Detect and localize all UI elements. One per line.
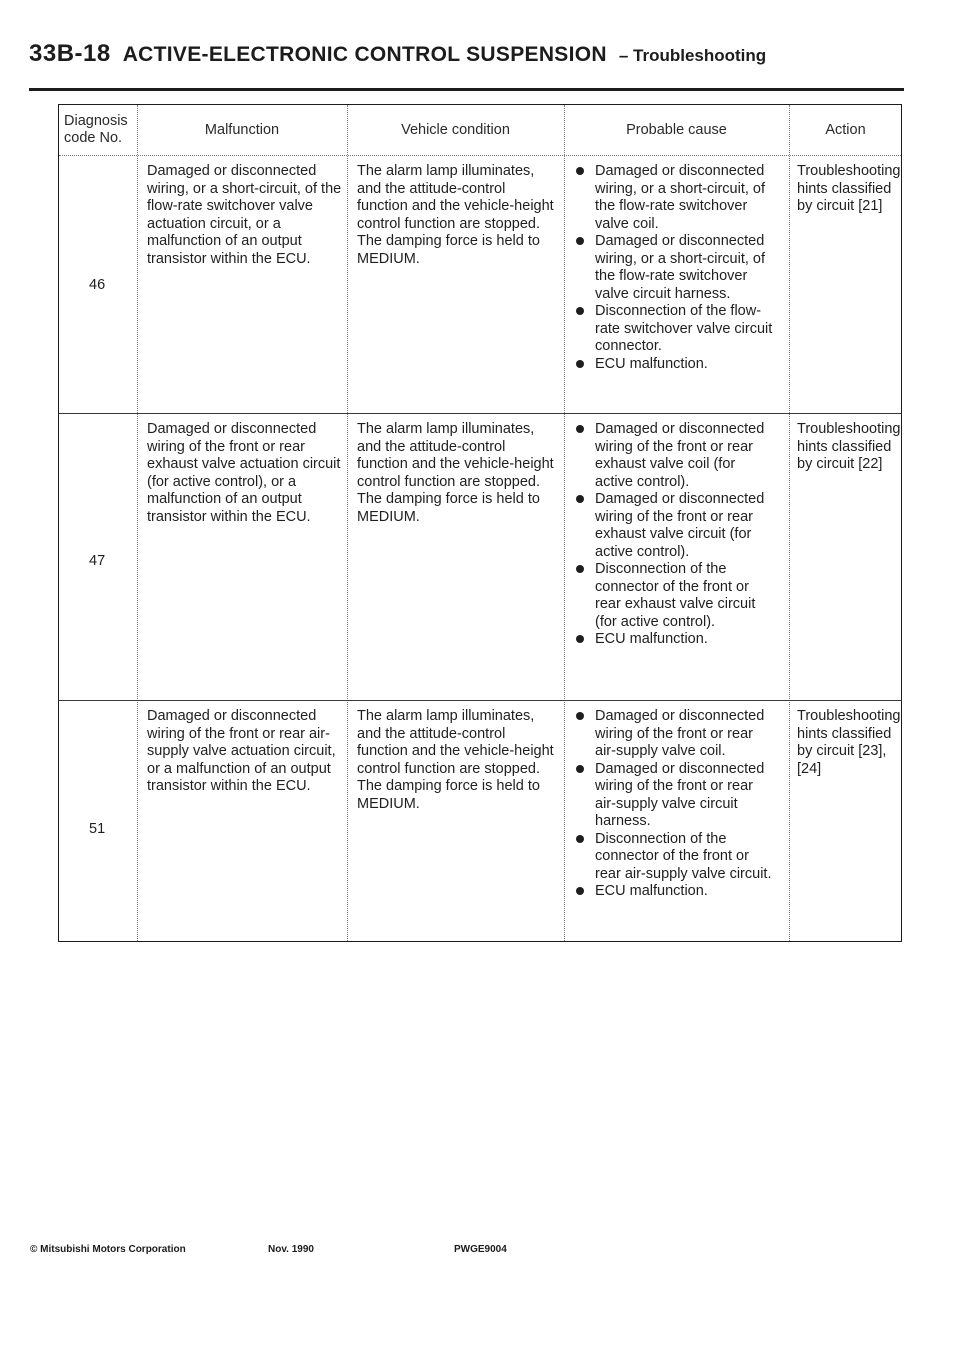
cause-item: Damaged or disconnected wiring of the front or rear exhaust valve coil (for active control). (575, 421, 775, 491)
diagnosis-code: 46 (89, 277, 106, 293)
cause-item: Damaged or disconnected wiring of the front or rear air-supply valve coil. (575, 708, 775, 761)
cause-item: ECU malfunction. (575, 883, 775, 901)
column-divider (137, 105, 138, 941)
probable-cause-list (575, 708, 775, 901)
cause-item: ECU malfunction. (575, 631, 775, 649)
header-divider (59, 155, 901, 156)
vehicle-condition-text: The alarm lamp illuminates, and the attitude-control function and the vehicle-height control function are stopped. The damping force is held to MEDIUM. (357, 421, 554, 525)
row-divider (59, 700, 901, 701)
probable-cause-list (575, 163, 775, 373)
malfunction-text: Damaged or disconnected wiring of the front or rear air-supply valve actuation circuit, or a malfunction of an output transistor within the ECU. (147, 708, 336, 794)
probable-cause-list (575, 421, 775, 649)
cause-item: Damaged or disconnected wiring, or a short-circuit, of the flow-rate switchover valve circuit harness. (575, 233, 775, 303)
row-divider (59, 413, 901, 414)
action-text: Troubleshooting hints classified by circuit [23], [24] (797, 708, 901, 777)
footer-date: Nov. 1990 (268, 1244, 314, 1255)
diagnosis-table (58, 104, 902, 942)
cause-item: Disconnection of the connector of the front or rear exhaust valve circuit (for active control). (575, 561, 775, 631)
column-header-action: Action (825, 122, 866, 138)
vehicle-condition-text: The alarm lamp illuminates, and the attitude-control function and the vehicle-height control function are stopped. The damping force is held to MEDIUM. (357, 708, 554, 812)
diagnosis-code: 51 (89, 821, 106, 837)
vehicle-condition-text: The alarm lamp illuminates, and the attitude-control function and the vehicle-height control function are stopped. The damping force is held to MEDIUM. (357, 163, 554, 267)
column-divider (564, 105, 565, 941)
cause-item: Damaged or disconnected wiring of the front or rear air-supply valve circuit harness. (575, 761, 775, 831)
header-rule (29, 88, 904, 91)
action-text: Troubleshooting hints classified by circuit [21] (797, 163, 901, 214)
column-header-malfunction: Malfunction (204, 122, 280, 138)
section-code: 33B-18 (29, 40, 111, 67)
footer-copyright: © Mitsubishi Motors Corporation (30, 1244, 186, 1255)
action-text: Troubleshooting hints classified by circuit [22] (797, 421, 901, 472)
malfunction-text: Damaged or disconnected wiring of the front or rear exhaust valve actuation circuit (for active control), or a malfunction of an output transistor within the ECU. (147, 421, 341, 525)
cause-item: Damaged or disconnected wiring, or a short-circuit, of the flow-rate switchover valve coil. (575, 163, 775, 233)
column-header-vehicle-condition: Vehicle condition (401, 122, 510, 138)
diagnosis-code: 47 (89, 553, 106, 569)
column-header-probable-cause: Probable cause (626, 122, 727, 138)
cause-item: Damaged or disconnected wiring of the front or rear exhaust valve circuit (for active control). (575, 491, 775, 561)
cause-item: Disconnection of the flow-rate switchover valve circuit connector. (575, 303, 775, 356)
malfunction-text: Damaged or disconnected wiring, or a short-circuit, of the flow-rate switchover valve actuation circuit, or a malfunction of an output transistor within the ECU. (147, 163, 342, 267)
column-header-code: Diagnosis code No. (64, 113, 128, 146)
cause-item: ECU malfunction. (575, 356, 775, 374)
page-subtitle: – Troubleshooting (618, 46, 767, 65)
column-divider (347, 105, 348, 941)
column-divider (789, 105, 790, 941)
footer-doc-code: PWGE9004 (454, 1244, 507, 1255)
page-header (29, 40, 904, 68)
cause-item: Disconnection of the connector of the front or rear air-supply valve circuit. (575, 831, 775, 884)
page-title: ACTIVE-ELECTRONIC CONTROL SUSPENSION (122, 43, 607, 66)
